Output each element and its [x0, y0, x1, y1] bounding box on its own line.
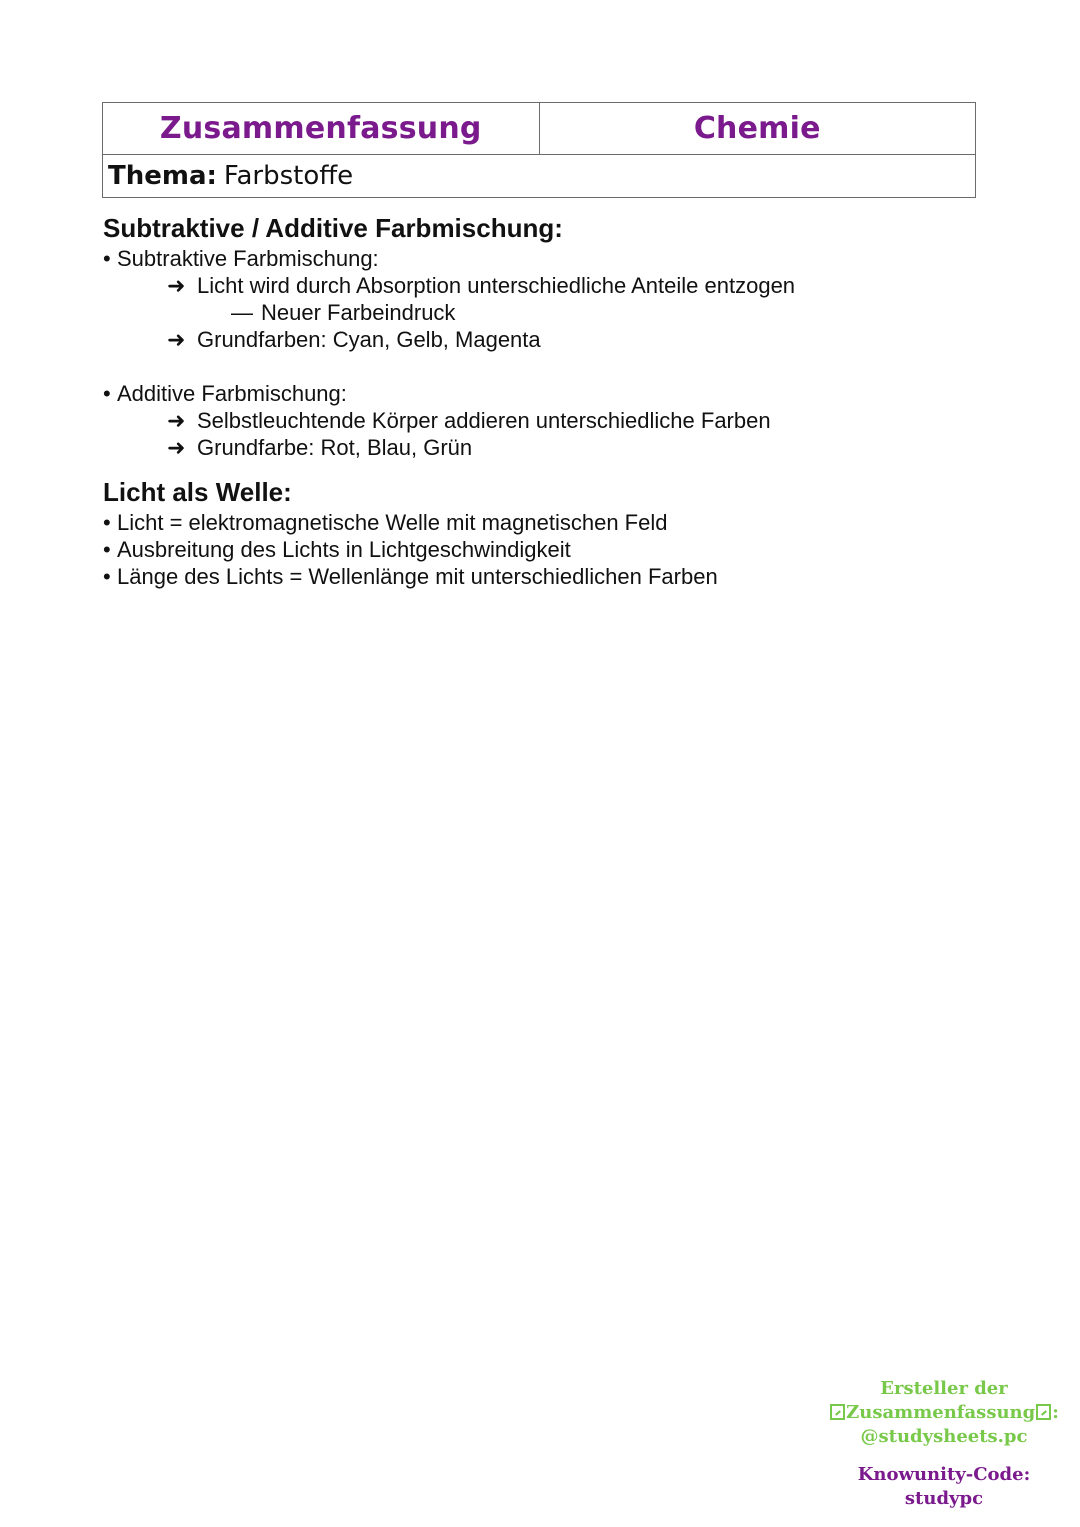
topic-row	[103, 155, 975, 197]
additive-point-1	[103, 407, 1003, 434]
list-item-text: Licht = elektromagnetische Welle mit magnetischen Feld	[117, 510, 668, 535]
author-credits	[822, 1377, 1066, 1511]
knowunity-code-label: Knowunity-Code:	[857, 1464, 1031, 1485]
header-row	[103, 103, 975, 155]
list-item-text: Ausbreitung des Lichts in Lichtgeschwindigkeit	[117, 537, 571, 562]
subtraktive-point-2-text: Grundfarben: Cyan, Gelb, Magenta	[197, 327, 541, 352]
additive-point-2	[103, 434, 1003, 461]
knowunity-code-value: studypc	[904, 1488, 984, 1509]
note-edit-icon	[1036, 1404, 1051, 1420]
subtraktive-point-2	[103, 326, 1003, 353]
topic-label: Thema:	[108, 161, 217, 191]
list-item	[103, 536, 1003, 563]
credits-line-2-text: Zusammenfassung	[846, 1402, 1036, 1423]
topic-value: Farbstoffe	[223, 161, 354, 191]
subtraktive-point-1-text: Licht wird durch Absorption unterschiedliche Anteile entzogen	[197, 273, 796, 298]
subtraktive-title: Subtraktive Farbmischung:	[117, 246, 379, 271]
additive-point-2-text: Grundfarbe: Rot, Blau, Grün	[197, 435, 473, 460]
section-heading-licht-als-welle: Licht als Welle:	[103, 477, 292, 507]
knowunity-code-block	[822, 1463, 1066, 1511]
bullet-additive	[103, 380, 1003, 407]
subtraktive-subpoint-1	[103, 299, 1003, 326]
summary-title: Zusammenfassung	[103, 103, 540, 154]
credits-line-1: Ersteller der	[880, 1378, 1008, 1399]
list-item	[103, 563, 1003, 590]
credits-line-2	[822, 1401, 1066, 1425]
subtraktive-point-1	[103, 272, 1003, 299]
additive-point-1-text: Selbstleuchtende Körper addieren unterschiedliche Farben	[197, 408, 771, 433]
right-arrow-icon: ➜	[167, 408, 186, 433]
dash-icon: —	[231, 300, 253, 325]
list-item	[103, 509, 1003, 536]
credits-line-2-suffix: :	[1052, 1402, 1059, 1423]
list-item-text: Länge des Lichts = Wellenlänge mit unterschiedlichen Farben	[117, 564, 718, 589]
section-heading-farbmischung: Subtraktive / Additive Farbmischung:	[103, 213, 563, 243]
subtraktive-subpoint-1-text: Neuer Farbeindruck	[261, 300, 456, 325]
subject-title: Chemie	[693, 111, 821, 146]
credits-handle: @studysheets.pc	[860, 1426, 1028, 1447]
bullet-subtraktive	[103, 245, 1003, 272]
spacer	[103, 353, 1003, 380]
note-edit-icon	[830, 1404, 845, 1420]
right-arrow-icon: ➜	[167, 273, 186, 298]
right-arrow-icon: ➜	[167, 327, 186, 352]
spacer	[103, 461, 1003, 475]
right-arrow-icon: ➜	[167, 435, 186, 460]
document-content	[103, 211, 1003, 590]
additive-title: Additive Farbmischung:	[117, 381, 347, 406]
header-table	[102, 102, 976, 198]
